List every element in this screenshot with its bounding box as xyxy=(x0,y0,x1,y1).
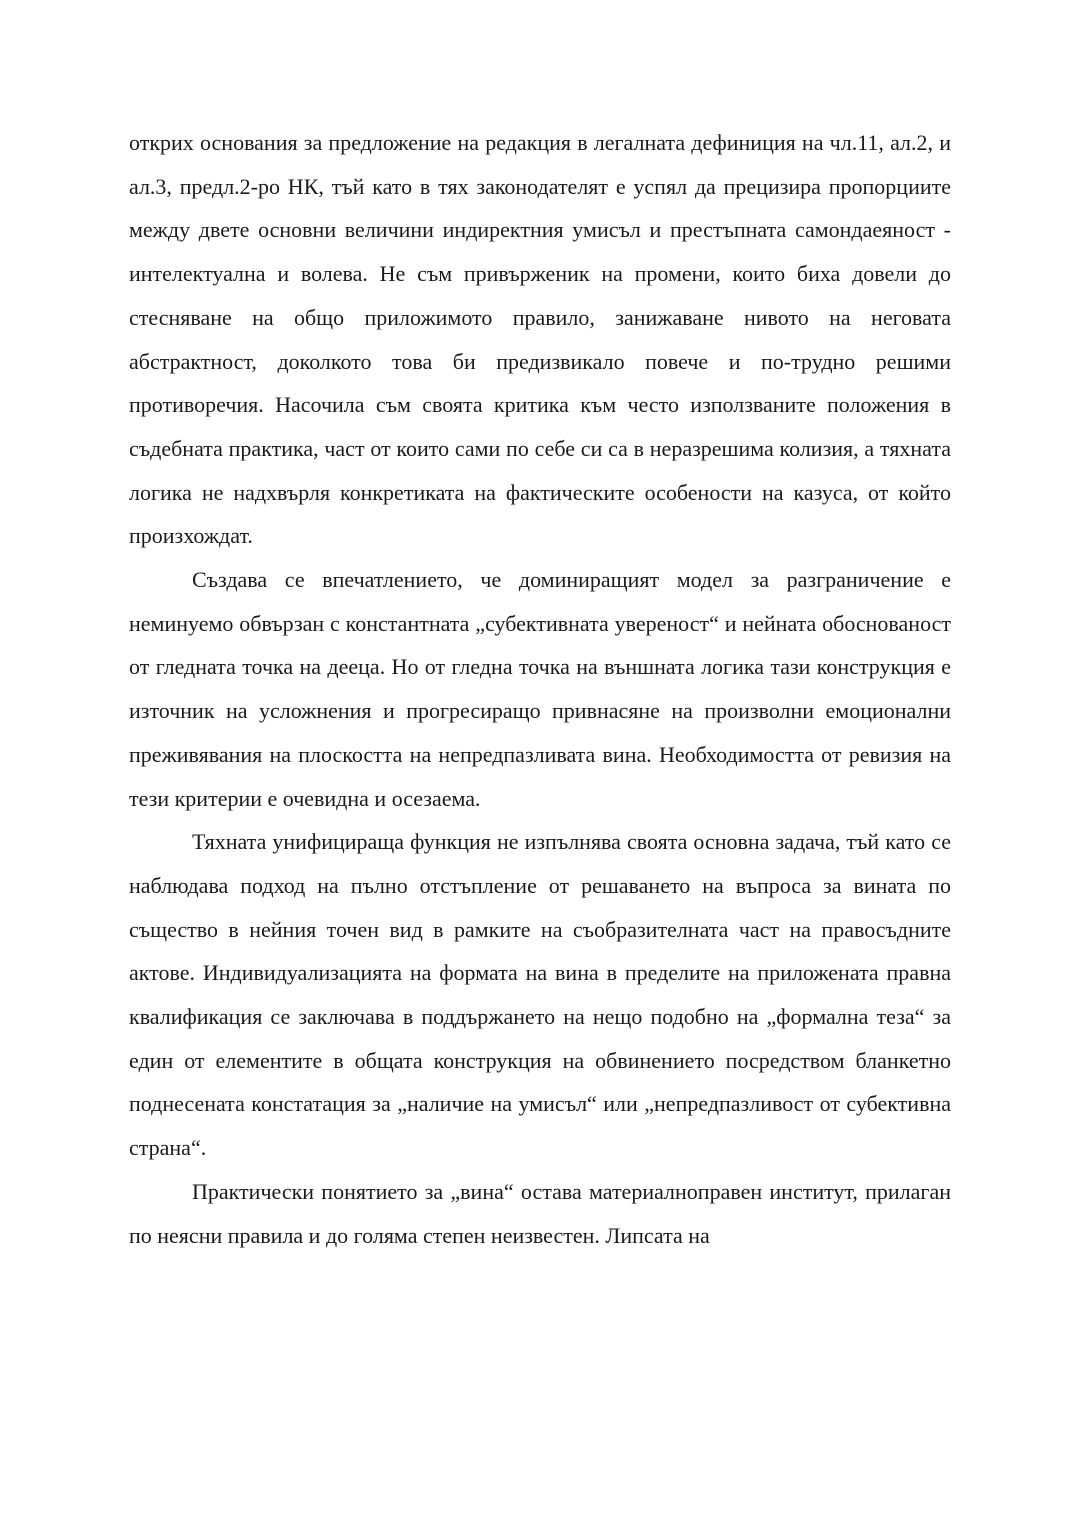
paragraph-2: Създава се впечатлението, че доминиращият модел за разграничение е неминуемо обвързан с константната „субективната увереност“ и нейната обоснованост от гледната точка на дееца. Но от гледна точка на външната логика тази конструкция е източник на усложнения и прогресиращо привнасяне на произволни емоционални преживявания на плоскостта на непредпазливата вина. Необходимостта от ревизия на тези критерии е очевидна и осезаема. xyxy=(129,567,951,811)
page-body-text xyxy=(129,121,951,1257)
paragraph-4: Практически понятието за „вина“ остава материалноправен институт, прилаган по неясни правила и до голяма степен неизвестен. Липсата на xyxy=(129,1178,951,1248)
paragraph-1: открих основания за предложение на редакция в легалната дефиниция на чл.11, ал.2, и ал.3, предл.2-ро НК, тъй като в тях законодателят е успял да прецизира пропорциите между двете основни величини индиректния умисъл и престъпната самондаеяност - интелектуална и волева. Не съм привърженик на промени, които биха довели до стесняване на общо приложимото правило, занижаване нивото на неговата абстрактност, доколкото това би предизвикало повече и по-трудно решими противоречия. Насочила съм своята критика към често използваните положения в съдебната практика, част от които сами по себе си са в неразрешима колизия, а тяхната логика не надхвърля конкретиката на фактическите особености на казуса, от който произхождат. xyxy=(129,130,951,549)
paragraph-3: Тяхната унифицираща функция не изпълнява своята основна задача, тъй като се наблюдава подход на пълно отстъпление от решаването на въпроса за вината по същество в нейния точен вид в рамките на съобразителната част на правосъдните актове. Индивидуализацията на формата на вина в пределите на приложената правна квалификация се заключава в поддържането на нещо подобно на „формална теза“ за един от елементите в общата конструкция на обвинението посредством бланкетно поднесената констатация за „наличие на умисъл“ или „непредпазливост от субективна страна“. xyxy=(129,829,951,1161)
